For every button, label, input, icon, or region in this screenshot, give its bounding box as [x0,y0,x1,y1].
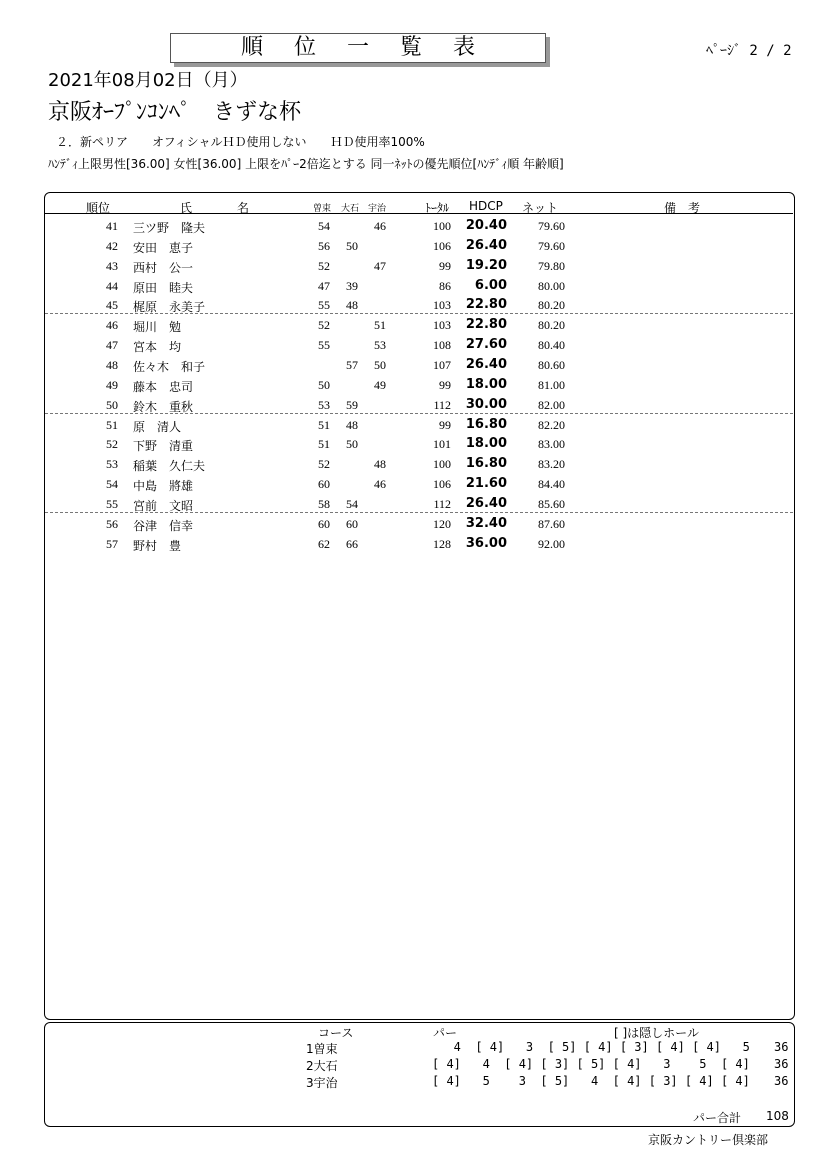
club-name: 京阪カントリー倶楽部 [648,1133,769,1147]
cell-net: 82.20 [538,417,565,432]
table-row [45,236,793,256]
cell-c2: 39 [346,278,358,293]
cell-hdcp: 18.00 [465,436,507,452]
cell-total: 120 [433,516,451,531]
cell-hdcp: 16.80 [465,416,507,432]
cell-name: 谷津 信幸 [133,518,194,533]
course-name: 1曽束 [306,1042,338,1056]
cell-net: 85.60 [538,496,565,511]
cell-rank: 50 [106,397,118,412]
hidden-hole-note: [ ]は隠しホール [614,1026,699,1040]
cell-name: 堀川 勉 [133,320,182,335]
cell-total: 103 [433,298,451,313]
cell-c2: 54 [346,496,358,511]
col-header-hdcp: HDCP [469,199,503,213]
course-par-total: 36 [774,1074,789,1088]
cell-name: 稲葉 久仁夫 [133,459,206,474]
cell-hdcp: 18.00 [465,376,507,392]
course-par-total: 36 [774,1040,789,1054]
cell-c2: 50 [346,238,358,253]
table-row [45,335,793,355]
cell-hdcp: 19.20 [465,257,507,273]
cell-total: 100 [433,219,451,233]
cell-c3: 50 [374,357,386,372]
cell-hdcp: 16.80 [465,456,507,472]
table-row [45,434,793,454]
cell-c1: 53 [318,397,330,412]
col-header-remarks: 備 考 [664,201,701,215]
cell-rank: 57 [106,536,118,551]
cell-total: 101 [433,437,451,452]
cell-hdcp: 30.00 [465,396,507,412]
table-row [45,534,793,554]
col-header-course-2: 大石 [341,204,360,214]
table-row [45,276,793,296]
cell-name: 宮前 文昭 [133,498,194,513]
cell-rank: 42 [106,238,118,253]
cell-rank: 49 [106,377,118,392]
par-total-label: パー合計 [693,1111,742,1125]
cell-rank: 47 [106,338,118,353]
cell-total: 100 [433,457,451,472]
cell-c1: 55 [318,298,330,313]
cell-rank: 56 [106,516,118,531]
cell-name: 原 清人 [133,419,182,434]
cell-net: 80.40 [538,338,565,353]
group-divider [45,413,793,414]
course-par-holes: [ 4] 5 3 [ 5] 4 [ 4] [ 3] [ 4] [ 4] [432,1074,750,1088]
table-row [45,514,793,534]
cell-c1: 47 [318,278,330,293]
table-row [45,415,793,435]
cell-c1: 58 [318,496,330,511]
cell-c2: 50 [346,437,358,452]
cell-rank: 53 [106,457,118,472]
cell-c3: 46 [374,477,386,492]
cell-total: 86 [439,278,451,293]
cell-total: 128 [433,536,451,551]
cell-c1: 62 [318,536,330,551]
cell-c1: 51 [318,437,330,452]
table-row [45,256,793,276]
cell-net: 83.20 [538,457,565,472]
cell-hdcp: 26.40 [465,356,507,372]
cell-name: 佐々木 和子 [133,359,206,374]
cell-total: 99 [439,377,451,392]
cell-name: 原田 睦夫 [133,280,194,295]
cell-hdcp: 21.60 [465,476,507,492]
cell-hdcp: 32.40 [465,515,507,531]
cell-net: 79.60 [538,219,565,233]
cell-rank: 54 [106,477,118,492]
cell-rank: 48 [106,357,118,372]
cell-rank: 44 [106,278,118,293]
cell-net: 82.00 [538,397,565,412]
cell-net: 80.20 [538,318,565,333]
cell-hdcp: 26.40 [465,237,507,253]
col-header-course-1: 曽束 [313,204,332,214]
cell-name: 西村 公一 [133,260,194,275]
cell-c1: 52 [318,457,330,472]
cell-name: 安田 恵子 [133,240,194,255]
course-name: 3宇治 [306,1076,338,1090]
par-header: パー [433,1026,458,1040]
group-divider [45,512,793,513]
cell-name: 宮本 均 [133,340,182,355]
course-header: コース [318,1026,354,1040]
par-total-value: 108 [766,1109,789,1123]
cell-total: 112 [433,496,451,511]
cell-c1: 51 [318,417,330,432]
handicap-condition: ﾊﾝﾃﾞｨ上限男性[36.00] 女性[36.00] 上限をﾊﾟｰ2倍迄とする 同一ﾈｯﾄの優先順位[ﾊﾝﾃﾞｨ順 年齢順] [48,157,564,171]
cell-hdcp: 27.60 [465,337,507,353]
cell-net: 80.60 [538,357,565,372]
col-header-net: ネット [522,201,559,215]
cell-c1: 50 [318,377,330,392]
cell-c2: 59 [346,397,358,412]
cell-rank: 55 [106,496,118,511]
event-name: 京阪ｵｰﾌﾟﾝｺﾝﾍﾟ きずな杯 [48,100,302,125]
cell-c2: 60 [346,516,358,531]
cell-hdcp: 22.80 [465,317,507,333]
cell-net: 79.80 [538,258,565,273]
cell-name: 鈴木 重秋 [133,399,194,414]
cell-hdcp: 20.40 [465,218,507,233]
course-par-holes: 4 [ 4] 3 [ 5] [ 4] [ 3] [ 4] [ 4] 5 [432,1040,750,1054]
cell-rank: 41 [106,219,118,233]
cell-rank: 46 [106,318,118,333]
cell-name: 梶原 永美子 [133,300,206,315]
col-header-course-3: 宇治 [368,204,387,214]
cell-total: 108 [433,338,451,353]
cell-net: 87.60 [538,516,565,531]
report-title-box [170,33,546,63]
cell-rank: 51 [106,417,118,432]
cell-c3: 49 [374,377,386,392]
cell-net: 83.00 [538,437,565,452]
cell-total: 103 [433,318,451,333]
cell-c2: 66 [346,536,358,551]
cell-rank: 52 [106,437,118,452]
event-date: 2021年08月02日（月） [48,70,248,91]
cell-net: 92.00 [538,536,565,551]
cell-net: 79.60 [538,238,565,253]
table-row [45,216,793,236]
cell-c3: 46 [374,219,386,233]
report-title: 順位一覧表 [240,35,506,60]
table-row [45,315,793,335]
table-row [45,474,793,494]
cell-total: 99 [439,417,451,432]
cell-c1: 60 [318,477,330,492]
cell-c1: 52 [318,258,330,273]
cell-total: 106 [433,238,451,253]
cell-name: 野村 豊 [133,538,182,553]
table-row [45,375,793,395]
cell-total: 112 [433,397,451,412]
col-header-name-1: 氏 [180,201,193,215]
cell-rank: 45 [106,298,118,313]
cell-c2: 48 [346,298,358,313]
course-par-total: 36 [774,1057,789,1071]
page-number: ﾍﾟｰｼﾞ 2 / 2 [706,43,792,59]
cell-hdcp: 22.80 [465,297,507,313]
cell-c3: 51 [374,318,386,333]
cell-c3: 53 [374,338,386,353]
cell-c3: 48 [374,457,386,472]
cell-hdcp: 6.00 [474,277,507,293]
course-par-holes: [ 4] 4 [ 4] [ 3] [ 5] [ 4] 3 5 [ 4] [432,1057,750,1071]
cell-total: 99 [439,258,451,273]
cell-c1: 54 [318,219,330,233]
cell-name: 下野 清重 [133,439,194,454]
col-header-name-2: 名 [237,201,250,215]
course-name: 2大石 [306,1059,338,1073]
cell-name: 藤本 忠司 [133,379,194,394]
cell-name: 三ツ野 隆夫 [133,221,206,235]
cell-c1: 60 [318,516,330,531]
cell-net: 80.20 [538,298,565,313]
col-header-rank: 順位 [86,201,111,215]
cell-net: 84.40 [538,477,565,492]
group-divider [45,313,793,314]
header-divider [45,213,793,214]
cell-c2: 48 [346,417,358,432]
cell-c1: 52 [318,318,330,333]
table-row [45,355,793,375]
cell-net: 81.00 [538,377,565,392]
cell-rank: 43 [106,258,118,273]
cell-hdcp: 26.40 [465,495,507,511]
cell-c1: 56 [318,238,330,253]
cell-c1: 55 [318,338,330,353]
scoring-condition: ２．新ペリア オフィシャルＨＤ使用しない ＨＤ使用率100% [56,135,425,149]
cell-net: 80.00 [538,278,565,293]
cell-c3: 47 [374,258,386,273]
cell-total: 106 [433,477,451,492]
col-header-total: ﾄｰﾀﾙ [425,201,450,215]
cell-total: 107 [433,357,451,372]
table-row [45,454,793,474]
cell-c2: 57 [346,357,358,372]
cell-name: 中島 將雄 [133,479,194,494]
cell-hdcp: 36.00 [465,535,507,551]
